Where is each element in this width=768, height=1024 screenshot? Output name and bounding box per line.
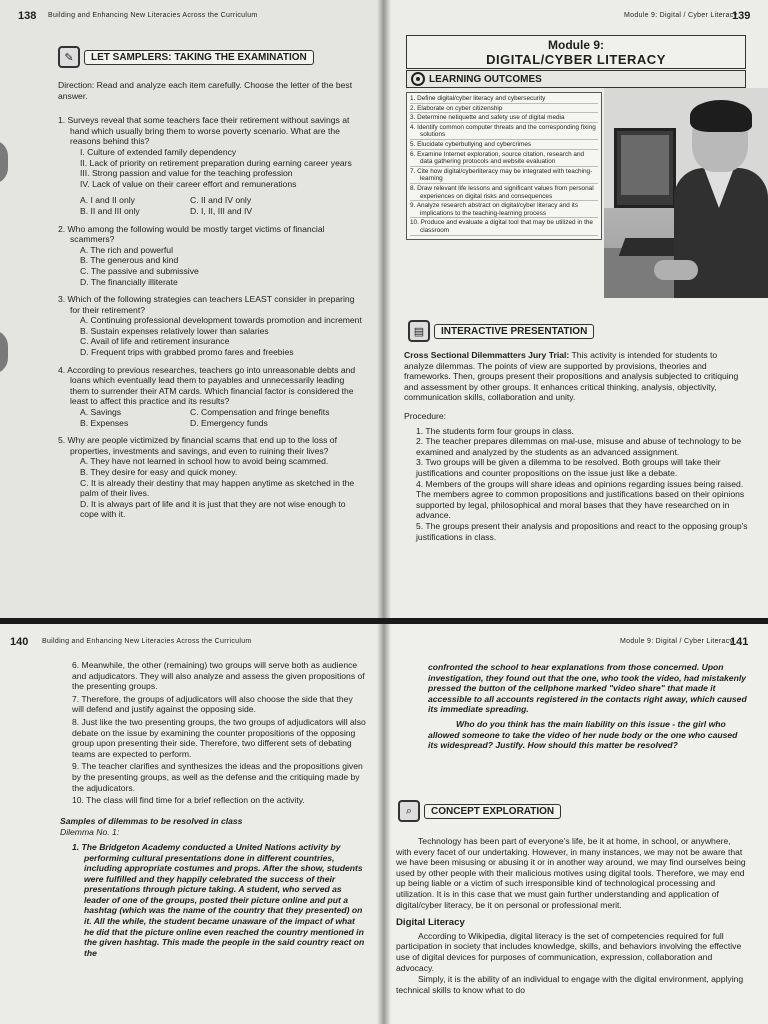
list-item: 6. Examine Internet exploration, source citation, research and data gathering protocols and website evaluation — [410, 151, 598, 167]
interactive-presentation-body — [404, 350, 748, 542]
list-item: I. Culture of extended family dependency — [80, 146, 237, 157]
running-head: Module 9: Digital / Cyber Literacy — [624, 12, 738, 19]
choice: B. Sustain expenses relatively lower than salaries — [80, 325, 269, 336]
choice: B. They desire for easy and quick money. — [80, 467, 238, 477]
concept-exploration-header — [398, 800, 561, 822]
section-label: LET SAMPLERS: TAKING THE EXAMINATION — [84, 50, 314, 65]
section-label: INTERACTIVE PRESENTATION — [434, 324, 594, 339]
procedure-steps — [404, 426, 748, 543]
let-samplers-header — [58, 46, 314, 68]
samples-heading: Samples of dilemmas to be resolved in class — [60, 815, 243, 826]
monitor-icon — [614, 128, 676, 208]
choice: B. The generous and kind — [80, 255, 179, 266]
choice: A. Continuing professional development towards promotion and increment — [80, 315, 362, 326]
target-icon — [411, 72, 425, 86]
book-gutter — [377, 0, 391, 1024]
magnifier-icon: ⌕ — [398, 800, 420, 822]
choice: A. They have not learned in school how to avoid being scammed. — [80, 456, 329, 467]
choice: C. Compensation and fringe benefits — [190, 407, 330, 418]
module-title: DIGITAL/CYBER LITERACY — [486, 52, 666, 67]
dilemma-text: 1. The Bridgeton Academy conducted a United Nations activity by performing cultural presentations done in different countries, including appropriate costumes and props. After the show, students were fulfilled and they happily celebrated the success of their presentations through picture taking. A student, who served as leader of one of the groups, posted their picture online and put a hashtag (which was the name of the country that they presented) on it. All the while, the student became unaware of the impact of what he did that the picture online even reached the country mentioned in the given hashtag. This made the people in the said country react on the — [72, 841, 365, 958]
page-number: 139 — [732, 10, 751, 22]
direction-text: Direction: Read and analyze each item carefully. Choose the letter of the best answer. — [58, 80, 353, 101]
interactive-presentation-header — [408, 320, 594, 342]
choice: D. Emergency funds — [190, 417, 268, 428]
activity-name: Cross Sectional Dilemmatters Jury Trial: — [404, 350, 570, 360]
section-label: LEARNING OUTCOMES — [429, 73, 542, 85]
page-140 — [0, 622, 384, 1024]
choice: A. Savings — [80, 407, 122, 418]
pencil-icon: ✎ — [58, 46, 80, 68]
list-item: IV. Lack of value on their career effort and remunerations — [80, 178, 297, 189]
choice: D. The financially illiterate — [80, 276, 178, 287]
teacher-at-computer-photo — [604, 88, 768, 298]
list-item: 7. Therefore, the groups of adjudicators will also choose the side that they will defend and justify against the opposing side. — [72, 693, 353, 715]
learning-outcomes-header — [406, 70, 746, 88]
question-2 — [58, 224, 364, 288]
page-141 — [384, 622, 768, 1024]
list-item: 9. The teacher clarifies and synthesizes the ideas and the propositions given by the presenting groups, as well as the defense and the critiquing made by the adjudicators. — [72, 761, 363, 793]
choice: B. Expenses — [80, 417, 129, 428]
reason-list — [58, 147, 364, 189]
list-item: 7. Cite how digital/cyberliteracy may be integrated with teaching-learning — [410, 168, 598, 184]
question-1 — [58, 115, 364, 216]
choice: A. I and II only — [80, 195, 135, 206]
activity-description: This activity is intended for students to analyze dilemmas. The points of view are supported by provisions, theories and frameworks. Then, groups present their propositions and analysis subjected to critiquing and assessment by other groups. It enhances critical thinking, analysis, objectivity, communication skills, collaboration and unity. — [404, 350, 739, 403]
module-number: Module 9: — [548, 38, 604, 52]
list-item: 2. Elaborate on cyber citizenship — [410, 105, 598, 114]
list-item: III. Strong passion and value for the teaching profession — [80, 168, 293, 179]
digital-literacy-definition: According to Wikipedia, digital literacy is the set of competencies required for full participation in society that includes knowledge, skills, and behaviors involving the effective use of digital devices for purposes of communication, expression, collaboration and advocacy. — [396, 930, 742, 973]
list-item: 8. Just like the two presenting groups, the two groups of adjudicators will also debate on the issue by examining the counter propositions of the opposing group upon presenting their side. Therefore, two different sets of debating teams are expected to perform. — [72, 716, 366, 759]
choice: C. It is already their destiny that may happen anytime as sketched in the palm of their lives. — [80, 477, 355, 499]
module-title-box — [406, 35, 746, 69]
choice: C. II and IV only — [190, 195, 252, 206]
list-item: 3. Two groups will be given a dilemma to be resolved. Both groups will take their justifications and counter propositions on the issue just like a debate. — [416, 457, 721, 478]
question-4 — [58, 365, 364, 429]
list-item: 5. Elucidate cyberbullying and cybercrimes — [410, 141, 598, 150]
list-item: 6. Meanwhile, the other (remaining) two groups will serve both as audience and adjudicators. They will also analyze and assess the given propositions of the presenting groups. — [72, 660, 365, 692]
list-item: 2. The teacher prepares dilemmas on mal-use, misuse and abuse of technology to be examined and analyzed by the students as an advanced assignment. — [416, 436, 742, 457]
photo-divider — [0, 618, 768, 624]
list-item: 3. Determine netiquette and safety use of digital media — [410, 114, 598, 123]
page-number: 140 — [10, 636, 29, 648]
procedure-continued — [60, 660, 366, 962]
procedure-steps — [60, 660, 366, 806]
page-138 — [0, 0, 384, 622]
choice: A. The rich and powerful — [80, 244, 173, 255]
list-item: 5. The groups present their analysis and propositions and react to the opposing group's justifications in class. — [416, 520, 748, 542]
choice: B. II and III only — [80, 205, 140, 216]
page-tab-marker — [0, 140, 8, 184]
running-head: Module 9: Digital / Cyber Literacy — [620, 638, 734, 645]
page-139 — [384, 0, 768, 622]
running-head: Building and Enhancing New Literacies Across the Curriculum — [42, 638, 252, 645]
list-item: 1. The students form four groups in class. — [416, 425, 574, 436]
question-stem: 3. Which of the following strategies can teachers LEAST consider in preparing for their retirement? — [58, 294, 355, 315]
question-stem: 2. Who among the following would be mostly target victims of financial scammers? — [58, 223, 325, 245]
list-item: 4. Identify common computer threats and the corresponding fixing solutions — [410, 124, 598, 140]
question-5 — [58, 435, 364, 520]
digital-literacy-heading: Digital Literacy — [396, 917, 465, 929]
page-tab-marker — [0, 330, 8, 374]
choice: C. The passive and submissive — [80, 265, 199, 276]
exam-body — [58, 80, 364, 527]
question-3 — [58, 294, 364, 358]
dilemma-continued — [428, 662, 748, 755]
choice-grid — [58, 407, 364, 428]
choice: C. Avail of life and retirement insurance — [80, 336, 230, 347]
list-item: 1. Define digital/cyber literacy and cybersecurity — [410, 95, 598, 104]
page-number: 141 — [730, 636, 749, 648]
presentation-board-icon: ▤ — [408, 320, 430, 342]
dilemma-text: confronted the school to hear explanations from those concerned. Upon investigation, they found out that the one, who took the video, had mistakenly pressed the button of the cellphone marked "video share" that made it accessible to all accounts registered in the contacts right away, which caused its immediate spreading. — [428, 662, 747, 715]
intro-paragraph: Technology has been part of everyone's life, be it at home, in school, or anywhere, with every facet of our undertaking. However, in many instances, we may not be aware that we have been misusing or abusing it or in another way around, we may find ourselves being used by other people with their malicious motives using digital tools. Therefore, we may end up being liable or a victim of such irresponsible kind of technological processing and utilization. It is in this case that we must gain further understanding and application of digital/cyber literacy, be it on personal or professional merit. — [396, 836, 746, 910]
page-number: 138 — [18, 10, 37, 22]
list-item: 10. Produce and evaluate a digital tool that may be utilized in the classroom — [410, 219, 598, 235]
digital-literacy-continued: Simply, it is the ability of an individual to engage with the digital environment, applying technical skills to know what to do — [396, 974, 744, 995]
procedure-label: Procedure: — [404, 410, 447, 421]
concept-exploration-body — [396, 836, 748, 999]
intro-paragraph — [404, 350, 748, 403]
dilemma-question: Who do you think has the main liability on this issue - the girl who allowed someone to take the video of her nude body or the one who caused its widespread? Justify. How should this matter be resolved? — [428, 718, 738, 751]
dilemma-label: Dilemma No. 1: — [60, 827, 120, 838]
running-head: Building and Enhancing New Literacies Across the Curriculum — [48, 12, 258, 19]
list-item: 10. The class will find time for a brief reflection on the activity. — [72, 795, 305, 806]
choice: D. I, II, III and IV — [190, 205, 253, 216]
list-item: 9. Analyze research abstract on digital/cyber literacy and its implications to the teaching-learning process — [410, 202, 598, 218]
list-item: 4. Members of the groups will share ideas and opinions regarding issues being raised. The members agree to common propositions and justifications based on their opinions supported by legal, philosophical and moral bases that they have researched on in advance. — [416, 478, 745, 521]
section-label: CONCEPT EXPLORATION — [424, 804, 561, 819]
list-item: 8. Draw relevant life lessons and significant values from personal experiences on digital risks and consequences — [410, 185, 598, 201]
choice-list — [58, 245, 364, 287]
question-stem: 1. Surveys reveal that some teachers face their retirement without savings at hand which usually bring them to worse poverty scenario. What are the reasons behind this? — [58, 115, 350, 147]
list-item: II. Lack of priority on retirement preparation during earning career years — [80, 157, 352, 168]
outcomes-list — [406, 92, 602, 240]
choice-list — [58, 315, 364, 357]
choice-list — [58, 456, 364, 520]
question-stem: 5. Why are people victimized by financial scams that end up to the loss of properties, investments and savings, and even to ruining their lives? — [58, 435, 337, 456]
choice: D. Frequent trips with grabbed promo fares and freebies — [80, 347, 294, 358]
question-stem: 4. According to previous researches, teachers go into unreasonable debts and loans which eventually lead them to payables and unnecessarily leading them to surrender their ATM cards. Which financial factor is considered the least to affect this practice and its results? — [58, 364, 356, 407]
choice-grid — [58, 195, 364, 216]
choice: D. It is always part of life and it is just that they are not wise enough to cope with it. — [80, 498, 346, 520]
